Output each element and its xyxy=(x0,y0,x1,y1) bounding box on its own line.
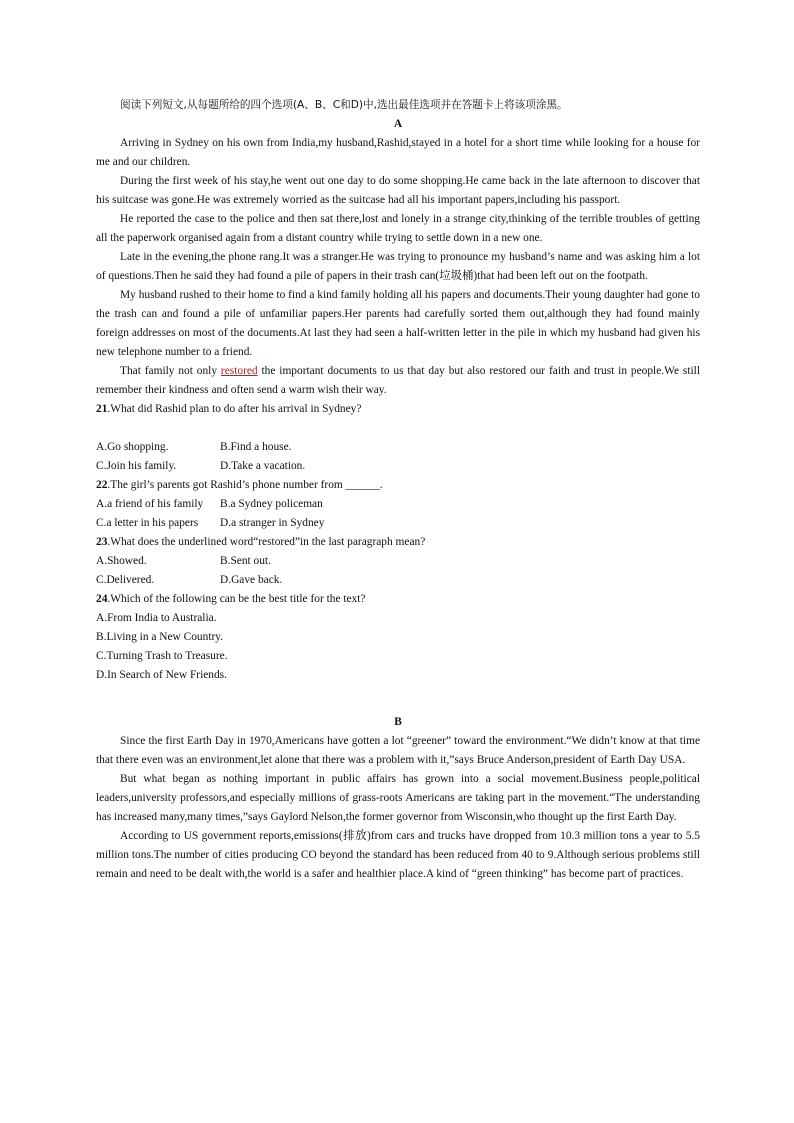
option-d: D.a stranger in Sydney xyxy=(220,517,325,529)
p6-after: the important documents to us that day but also restored our faith and trust in people.We still remember their kindness and often send a warm wish their way. xyxy=(96,365,700,396)
question-number: 24 xyxy=(96,593,108,605)
option-c: C.Delivered. xyxy=(96,574,155,586)
passage-a-paragraph-5: My husband rushed to their home to find a kind family holding all his papers and documents.Their young daughter had gone to the trash can and found a pile of unfamiliar papers.Her parents had carefully sorted them out,although they had found mainly foreign addresses on most of the documents.At last they had seen a half-written letter in the pile in which my husband had given his new telephone number to a friend. xyxy=(96,289,700,358)
document-content xyxy=(96,96,700,884)
question-24 xyxy=(96,590,700,609)
options-row xyxy=(96,495,700,514)
option-d: D.In Search of New Friends. xyxy=(96,669,227,681)
passage-a-paragraph-4: Late in the evening,the phone rang.It was a stranger.He was trying to pronounce my husband’s name and was asking him a lot of questions.Then he said they had found a pile of papers in their trash can(垃圾桶)that had been left out on the footpath. xyxy=(96,251,700,282)
question-stem: .What did Rashid plan to do after his arrival in Sydney? xyxy=(107,403,362,415)
option-b: B.a Sydney policeman xyxy=(220,498,323,510)
option-a: A.Showed. xyxy=(96,555,147,567)
passage-a-paragraph-1: Arriving in Sydney on his own from India,my husband,Rashid,stayed in a hotel for a short time while looking for a house for me and our children. xyxy=(96,137,700,168)
passage-b-paragraph-2: But what began as nothing important in public affairs has grown into a social movement.Business people,political leaders,university professors,and especially millions of grass-roots Americans are taking part in the movement.“The understanding has increased many,many times,”says Gaylord Nelson,the former governor from Wisconsin,who thought up the first Earth Day. xyxy=(96,773,700,823)
option-b: B.Find a house. xyxy=(220,441,292,453)
underlined-word-restored: restored xyxy=(220,365,258,377)
option-a: A.From India to Australia. xyxy=(96,612,217,624)
question-stem: .What does the underlined word“restored”in the last paragraph mean? xyxy=(107,536,426,548)
question-number: 23 xyxy=(96,536,108,548)
instructions: 阅读下列短文,从每题所给的四个选项(A、B、C和D)中,选出最佳选项并在答题卡上将该项涂黑。 xyxy=(120,99,568,111)
option-b: B.Living in a New Country. xyxy=(96,631,224,643)
p6-before: That family not only xyxy=(120,365,221,377)
passage-a-paragraph-2: During the first week of his stay,he went out one day to do some shopping.He came back in the late afternoon to discover that his suitcase was gone.He was extremely worried as the suitcase had all his important papers,including his passport. xyxy=(96,175,700,206)
option-c: C.Join his family. xyxy=(96,460,177,472)
question-stem: .The girl’s parents got Rashid’s phone number from ______. xyxy=(107,479,383,491)
options-row xyxy=(96,514,700,533)
question-22 xyxy=(96,476,700,495)
question-21 xyxy=(96,400,700,419)
option-b: B.Sent out. xyxy=(220,555,271,567)
options-row xyxy=(96,552,700,571)
passage-b-paragraph-1: Since the first Earth Day in 1970,Americans have gotten a lot “greener” toward the environment.“We didn’t know at that time that there even was an environment,let alone that there was a problem with it,”says Bruce Anderson,president of Earth Day USA. xyxy=(96,735,700,766)
option-a: A.Go shopping. xyxy=(96,441,169,453)
question-number: 21 xyxy=(96,403,108,415)
passage-b-paragraph-3: According to US government reports,emissions(排放)from cars and trucks have dropped from 10.3 million tons a year to 5.5 million tons.The number of cities producing CO beyond the standard has been reduced from 40 to 9.Although serious problems still remain and need to be dealt with,the world is a safer and healthier place.A kind of “green thinking” has become part of practices. xyxy=(96,830,700,880)
option-d: D.Take a vacation. xyxy=(220,460,306,472)
option-d: D.Gave back. xyxy=(220,574,283,586)
question-stem: .Which of the following can be the best title for the text? xyxy=(107,593,366,605)
question-23 xyxy=(96,533,700,552)
options-row xyxy=(96,571,700,590)
option-a: A.a friend of his family xyxy=(96,498,204,510)
options-row xyxy=(96,457,700,476)
option-c: C.Turning Trash to Treasure. xyxy=(96,650,228,662)
options-row xyxy=(96,438,700,457)
question-number: 22 xyxy=(96,479,108,491)
passage-a-paragraph-3: He reported the case to the police and then sat there,lost and lonely in a strange city,thinking of the terrible troubles of getting all the paperwork organised again from a distant country while trying to settle down in a new one. xyxy=(96,213,700,244)
option-c: C.a letter in his papers xyxy=(96,517,199,529)
passage-b-heading: B xyxy=(394,716,402,728)
passage-a-paragraph-6 xyxy=(96,362,700,400)
passage-a-heading: A xyxy=(393,118,403,130)
